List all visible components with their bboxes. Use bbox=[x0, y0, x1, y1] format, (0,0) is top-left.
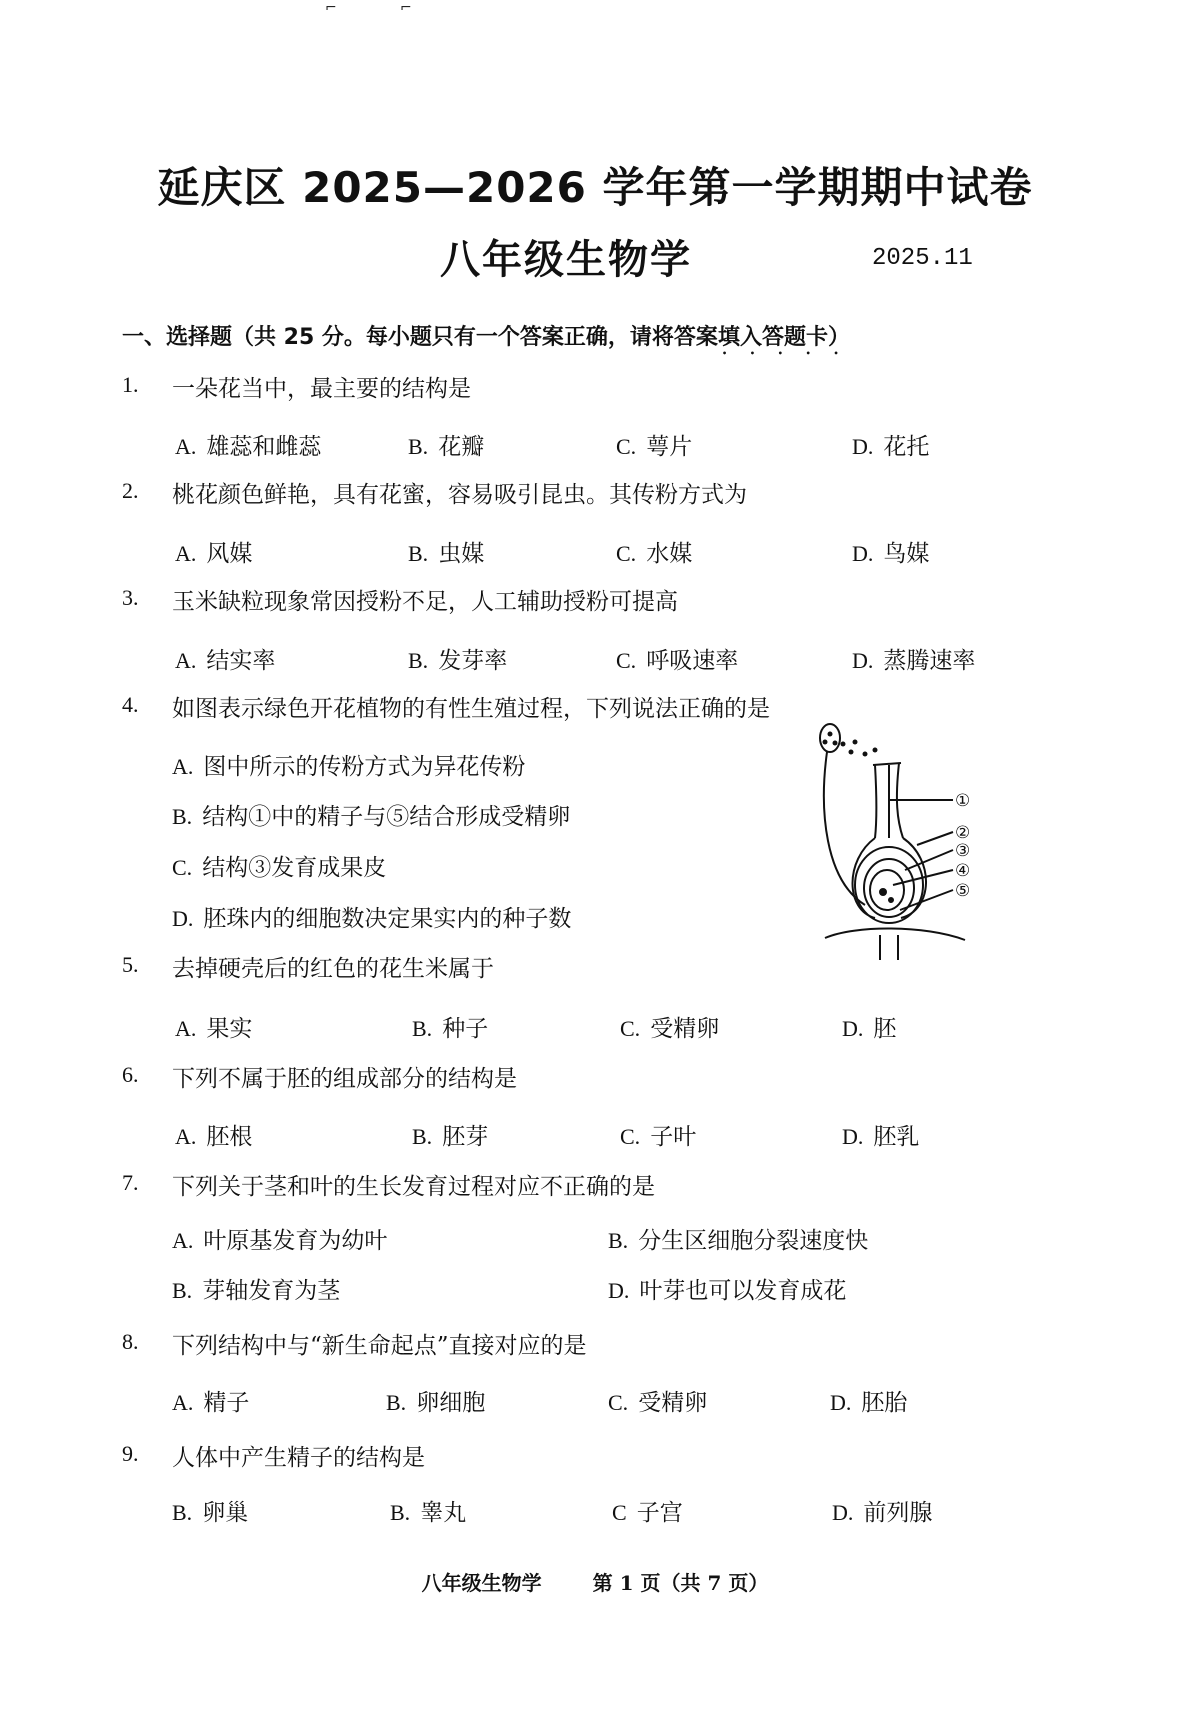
option: A. 风媒 bbox=[175, 541, 253, 567]
option: D. 叶芽也可以发育成花 bbox=[608, 1278, 847, 1304]
option: B. 卵巢 bbox=[172, 1500, 249, 1526]
option: A. 雄蕊和雌蕊 bbox=[175, 434, 322, 460]
option: C. 结构③发育成果皮 bbox=[172, 855, 387, 881]
option: B. 卵细胞 bbox=[386, 1390, 486, 1416]
svg-text:④: ④ bbox=[955, 861, 971, 881]
option: A. 结实率 bbox=[175, 648, 276, 674]
option: A. 精子 bbox=[172, 1390, 250, 1416]
footer-page-number: 第 1 页（共 7 页） bbox=[592, 1571, 769, 1595]
option: B. 分生区细胞分裂速度快 bbox=[608, 1228, 869, 1254]
option: C. 呼吸速率 bbox=[616, 648, 739, 674]
footer-subject: 八年级生物学 bbox=[421, 1571, 542, 1595]
question-text: 桃花颜色鲜艳，具有花蜜，容易吸引昆虫。其传粉方式为 bbox=[172, 482, 747, 508]
exam-date: 2025.11 bbox=[872, 245, 973, 272]
question-text: 下列关于茎和叶的生长发育过程对应不正确的是 bbox=[172, 1174, 655, 1200]
option: B. 种子 bbox=[412, 1016, 489, 1042]
question-text: 一朵花当中，最主要的结构是 bbox=[172, 376, 471, 402]
question-number: 4. bbox=[122, 692, 139, 717]
option: D. 鸟媒 bbox=[852, 541, 930, 567]
exam-title: 延庆区 2025—2026 学年第一学期期中试卷 bbox=[157, 163, 1033, 212]
option: C. 水媒 bbox=[616, 541, 693, 567]
option: C. 受精卵 bbox=[608, 1390, 708, 1416]
option: D. 前列腺 bbox=[832, 1500, 933, 1526]
option: A. 图中所示的传粉方式为异花传粉 bbox=[172, 754, 526, 780]
question-number: 8. bbox=[122, 1329, 139, 1354]
question-number: 2. bbox=[122, 478, 139, 503]
question-text: 人体中产生精子的结构是 bbox=[172, 1445, 425, 1471]
question-number: 6. bbox=[122, 1062, 139, 1087]
option: B. 结构①中的精子与⑤结合形成受精卵 bbox=[172, 804, 571, 830]
pistil-diagram bbox=[805, 720, 1005, 960]
option: A. 胚根 bbox=[175, 1124, 253, 1150]
svg-text:②: ② bbox=[955, 823, 971, 843]
section-heading-end: ） bbox=[827, 325, 850, 350]
question-number: 7. bbox=[122, 1170, 139, 1195]
svg-text:①: ① bbox=[955, 791, 971, 811]
question-number: 9. bbox=[122, 1441, 139, 1466]
option: A. 叶原基发育为幼叶 bbox=[172, 1228, 388, 1254]
option: B. 发芽率 bbox=[408, 648, 508, 674]
option: D. 胚珠内的细胞数决定果实内的种子数 bbox=[172, 906, 572, 932]
question-text: 如图表示绿色开花植物的有性生殖过程，下列说法正确的是 bbox=[172, 696, 770, 722]
exam-subtitle: 八年级生物学 bbox=[440, 237, 692, 283]
option: A. 果实 bbox=[175, 1016, 253, 1042]
question-text: 玉米缺粒现象常因授粉不足，人工辅助授粉可提高 bbox=[172, 589, 678, 615]
option: C 子宫 bbox=[612, 1500, 683, 1526]
option: B. 花瓣 bbox=[408, 434, 485, 460]
option: D. 胚 bbox=[842, 1016, 897, 1042]
question-text: 下列结构中与“新生命起点”直接对应的是 bbox=[172, 1333, 587, 1359]
option: C. 萼片 bbox=[616, 434, 693, 460]
option: B. 芽轴发育为茎 bbox=[172, 1278, 341, 1304]
section-heading-emphasis: 填入答题卡 • • • bbox=[718, 325, 828, 350]
section-heading-main: 一、选择题（共 25 分。每小题只有一个答案正确，请将答案 bbox=[122, 325, 718, 350]
option: C. 子叶 bbox=[620, 1124, 697, 1150]
question-text: 去掉硬壳后的红色的花生米属于 bbox=[172, 956, 494, 982]
svg-text:⑤: ⑤ bbox=[955, 881, 971, 901]
page-footer bbox=[0, 1567, 1190, 1596]
question-number: 3. bbox=[122, 585, 139, 610]
section-heading bbox=[122, 320, 850, 351]
option: D. 花托 bbox=[852, 434, 930, 460]
option: B. 虫媒 bbox=[408, 541, 485, 567]
page-edge-scrap: ⌐ bbox=[325, 0, 337, 16]
svg-text:③: ③ bbox=[955, 841, 971, 861]
page-edge-scrap: ⌐ bbox=[400, 0, 412, 16]
question-text: 下列不属于胚的组成部分的结构是 bbox=[172, 1066, 517, 1092]
question-number: 5. bbox=[122, 952, 139, 977]
option: D. 蒸腾速率 bbox=[852, 648, 976, 674]
option: C. 受精卵 bbox=[620, 1016, 720, 1042]
option: B. 胚芽 bbox=[412, 1124, 489, 1150]
pistil-illustration-icon bbox=[805, 720, 1005, 960]
option: D. 胚乳 bbox=[842, 1124, 920, 1150]
question-number: 1. bbox=[122, 372, 139, 397]
option: B. 睾丸 bbox=[390, 1500, 467, 1526]
option: D. 胚胎 bbox=[830, 1390, 908, 1416]
